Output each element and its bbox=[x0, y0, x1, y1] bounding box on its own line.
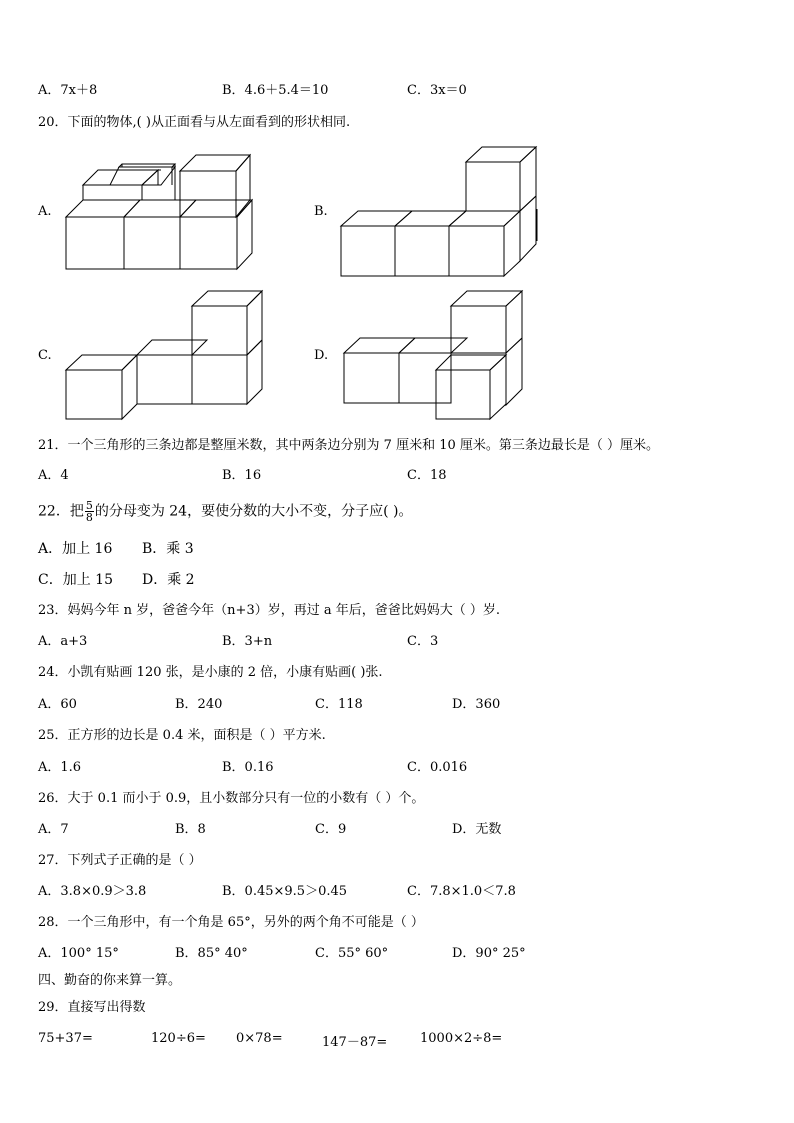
q23-option-a: A．a+3 bbox=[38, 634, 88, 649]
q20-label-d: D. bbox=[314, 348, 329, 363]
q20-label-a: A. bbox=[38, 204, 52, 219]
q28-option-a: A．100° 15° bbox=[38, 946, 119, 961]
section-4-title: 四、勤奋的你来算一算。 bbox=[38, 973, 182, 988]
q29-item: 120÷6= bbox=[151, 1031, 206, 1046]
q24-stem: 24．小凯有贴画 120 张，是小康的 2 倍，小康有贴画( )张. bbox=[38, 665, 383, 680]
q26-stem: 26．大于 0.1 而小于 0.9，且小数部分只有一位的小数有（ ）个。 bbox=[38, 791, 425, 806]
q29-item: 147－87= bbox=[322, 1035, 388, 1050]
q25-stem: 25．正方形的边长是 0.4 米，面积是（ ）平方米. bbox=[38, 728, 326, 743]
q22-stem bbox=[38, 500, 412, 523]
q22-option-a: A．加上 16 bbox=[38, 541, 113, 557]
q19-option-c: C．3x＝0 bbox=[407, 83, 467, 98]
q22-option-c: C．加上 15 bbox=[38, 572, 113, 588]
q23-stem: 23．妈妈今年 n 岁，爸爸今年（n+3）岁，再过 a 年后，爸爸比妈妈大（ ）岁. bbox=[38, 603, 500, 618]
q19-option-a: A．7x＋8 bbox=[38, 83, 98, 98]
q28-option-b: B．85° 40° bbox=[175, 946, 248, 961]
q29-item: 0×78= bbox=[236, 1031, 283, 1046]
q20-figure-a bbox=[62, 150, 257, 272]
q26-option-c: C．9 bbox=[315, 822, 347, 837]
q21-option-a: A．4 bbox=[38, 468, 69, 483]
q24-option-d: D．360 bbox=[452, 697, 501, 712]
q28-option-c: C．55° 60° bbox=[315, 946, 389, 961]
q20-label-c: C. bbox=[38, 348, 52, 363]
q20-stem: 20．下面的物体,( )从正面看与从左面看到的形状相同. bbox=[38, 115, 351, 130]
q22-frac-denominator: 8 bbox=[85, 511, 93, 524]
q20-figure-b bbox=[338, 144, 543, 278]
q29-stem: 29．直接写出得数 bbox=[38, 1000, 146, 1015]
q26-option-a: A．7 bbox=[38, 822, 69, 837]
q29-item: 75+37= bbox=[38, 1031, 93, 1046]
q23-option-b: B．3+n bbox=[222, 634, 273, 649]
q24-option-c: C．118 bbox=[315, 697, 363, 712]
q24-option-b: B．240 bbox=[175, 697, 223, 712]
q23-option-c: C．3 bbox=[407, 634, 439, 649]
q19-option-b: B．4.6＋5.4＝10 bbox=[222, 83, 329, 98]
q21-option-c: C．18 bbox=[407, 468, 447, 483]
q29-item: 1000×2÷8= bbox=[420, 1031, 503, 1046]
q25-option-b: B．0.16 bbox=[222, 760, 274, 775]
q21-option-b: B．16 bbox=[222, 468, 262, 483]
q28-option-d: D．90° 25° bbox=[452, 946, 526, 961]
q21-stem: 21．一个三角形的三条边都是整厘米数，其中两条边分别为 7 厘米和 10 厘米。第三条边最长是（ ）厘米。 bbox=[38, 438, 660, 453]
q27-option-c: C．7.8×1.0＜7.8 bbox=[407, 884, 516, 899]
q22-stem-post: 的分母变为 24，要使分数的大小不变，分子应( )。 bbox=[94, 503, 413, 520]
q22-frac-numerator: 5 bbox=[85, 499, 93, 512]
q25-option-a: A．1.6 bbox=[38, 760, 82, 775]
q22-option-d: D．乘 2 bbox=[142, 572, 195, 588]
q25-option-c: C．0.016 bbox=[407, 760, 468, 775]
q27-stem: 27．下列式子正确的是（ ） bbox=[38, 853, 202, 868]
q26-option-d: D．无数 bbox=[452, 822, 502, 837]
q20-figure-c bbox=[62, 288, 267, 422]
q20-label-b: B. bbox=[314, 204, 328, 219]
q28-stem: 28．一个三角形中，有一个角是 65°，另外的两个角不可能是（ ） bbox=[38, 915, 424, 930]
q24-option-a: A．60 bbox=[38, 697, 77, 712]
q26-option-b: B．8 bbox=[175, 822, 206, 837]
q22-stem-pre: 22．把 bbox=[38, 503, 84, 520]
q27-option-a: A．3.8×0.9＞3.8 bbox=[38, 884, 147, 899]
q27-option-b: B．0.45×9.5＞0.45 bbox=[222, 884, 348, 899]
q22-fraction bbox=[85, 500, 94, 523]
q20-figure-d bbox=[340, 288, 530, 422]
q22-option-b: B．乘 3 bbox=[142, 541, 194, 557]
